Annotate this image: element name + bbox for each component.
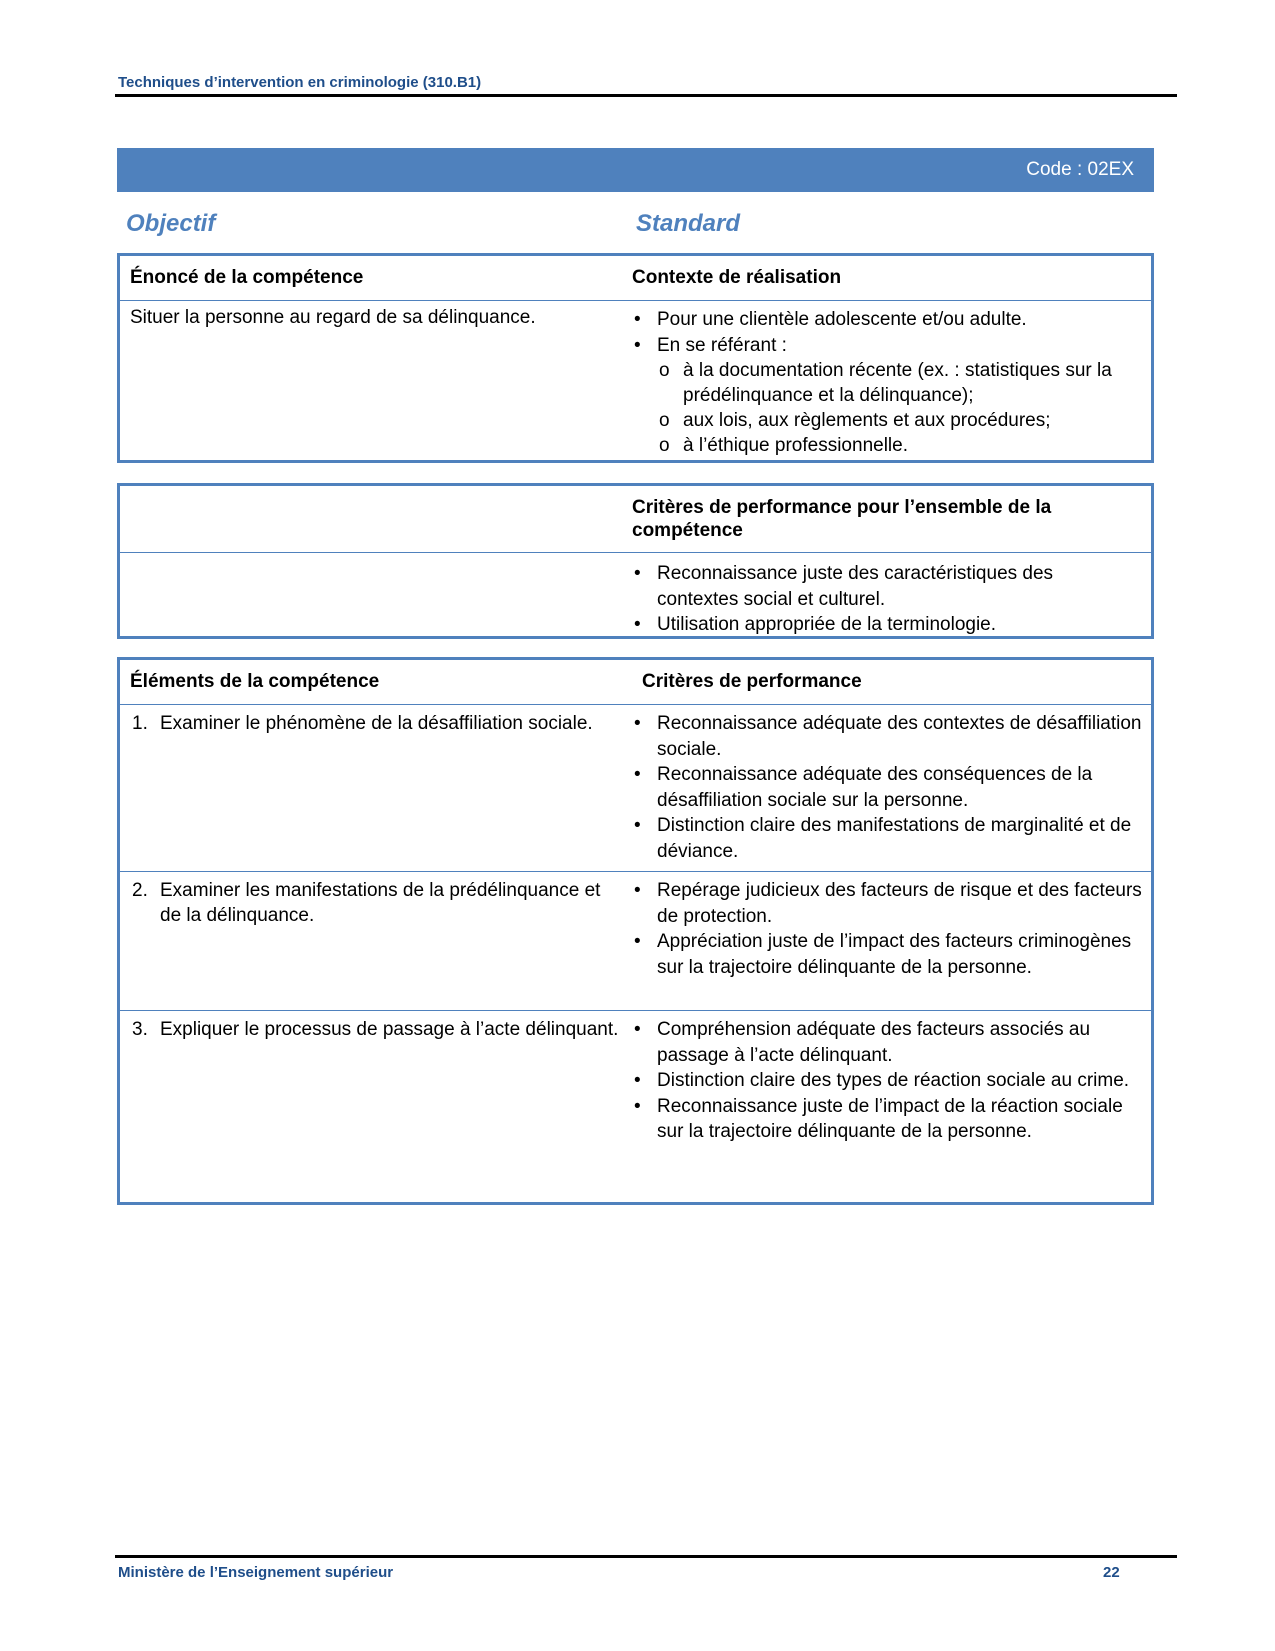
element-text: Examiner les manifestations de la prédélinquance et de la délinquance. <box>160 880 601 926</box>
element-item <box>130 1017 622 1042</box>
criteria-item: • Reconnaissance juste de l’impact de la réaction sociale sur la trajectoire délinquante de la personne. <box>632 1094 1143 1145</box>
footer-ministry: Ministère de l’Enseignement supérieur <box>118 1564 394 1581</box>
overall-criteria-list <box>632 561 1111 638</box>
element-number: 2. <box>132 880 148 901</box>
element-item <box>130 711 622 736</box>
objective-heading: Objectif <box>126 210 216 237</box>
context-sub-item: o à l’éthique professionnelle. <box>659 433 1119 458</box>
competence-box <box>117 253 1154 463</box>
statement-header: Énoncé de la compétence <box>130 267 364 288</box>
criteria-list <box>632 711 1143 864</box>
context-list <box>632 307 1143 358</box>
context-item-label: En se référant : <box>657 334 787 356</box>
page-header-title: Techniques d’intervention en criminologie (310.B1) <box>118 74 482 91</box>
elements-box <box>117 657 1154 1205</box>
criteria-item: • Compréhension adéquate des facteurs associés au passage à l’acte délinquant. <box>632 1017 1143 1068</box>
overall-criteria-item: • Reconnaissance juste des caractéristiques des contextes social et culturel. <box>632 561 1111 612</box>
element-item <box>130 878 622 928</box>
criteria-item: • Repérage judicieux des facteurs de risque et des facteurs de protection. <box>632 878 1143 929</box>
element-row <box>120 871 1151 1010</box>
criteria-item: • Distinction claire des manifestations de marginalité et de déviance. <box>632 813 1143 864</box>
criteria-item: • Reconnaissance adéquate des conséquences de la désaffiliation sociale sur la personne. <box>632 762 1143 813</box>
criteria-item: • Appréciation juste de l’impact des facteurs criminogènes sur la trajectoire délinquante de la personne. <box>632 929 1143 980</box>
context-item: • Pour une clientèle adolescente et/ou adulte. <box>632 307 1143 333</box>
overall-criteria-box <box>117 483 1154 639</box>
code-bar <box>117 148 1154 192</box>
element-row <box>120 1010 1151 1200</box>
context-sub-item: o aux lois, aux règlements et aux procédures; <box>659 408 1119 433</box>
elements-header: Éléments de la compétence <box>130 671 380 692</box>
page-number: 22 <box>1103 1564 1120 1581</box>
element-number: 1. <box>132 713 148 734</box>
element-text: Examiner le phénomène de la désaffiliation sociale. <box>160 713 593 734</box>
overall-criteria-item: • Utilisation appropriée de la terminologie. <box>632 612 1111 638</box>
criteria-list <box>632 1017 1143 1145</box>
criteria-item: • Distinction claire des types de réaction sociale au crime. <box>632 1068 1143 1094</box>
element-number: 3. <box>132 1019 148 1040</box>
criteria-header: Critères de performance <box>642 671 862 692</box>
criteria-list <box>632 878 1143 980</box>
context-sub-item: o à la documentation récente (ex. : statistiques sur la prédélinquance et la délinquance); <box>659 358 1119 408</box>
context-item <box>632 333 1143 359</box>
competence-statement: Situer la personne au regard de sa délinquance. <box>130 307 536 328</box>
footer-rule <box>115 1555 1177 1558</box>
header-rule <box>115 94 1177 97</box>
context-sub-list <box>659 358 1119 458</box>
context-header: Contexte de réalisation <box>632 267 842 288</box>
overall-criteria-header: Critères de performance pour l’ensemble de la compétence <box>632 497 1052 541</box>
element-row <box>120 704 1151 871</box>
element-text: Expliquer le processus de passage à l’acte délinquant. <box>160 1019 619 1040</box>
competence-code: Code : 02EX <box>1026 159 1134 180</box>
criteria-item: • Reconnaissance adéquate des contextes de désaffiliation sociale. <box>632 711 1143 762</box>
standard-heading: Standard <box>636 210 741 237</box>
